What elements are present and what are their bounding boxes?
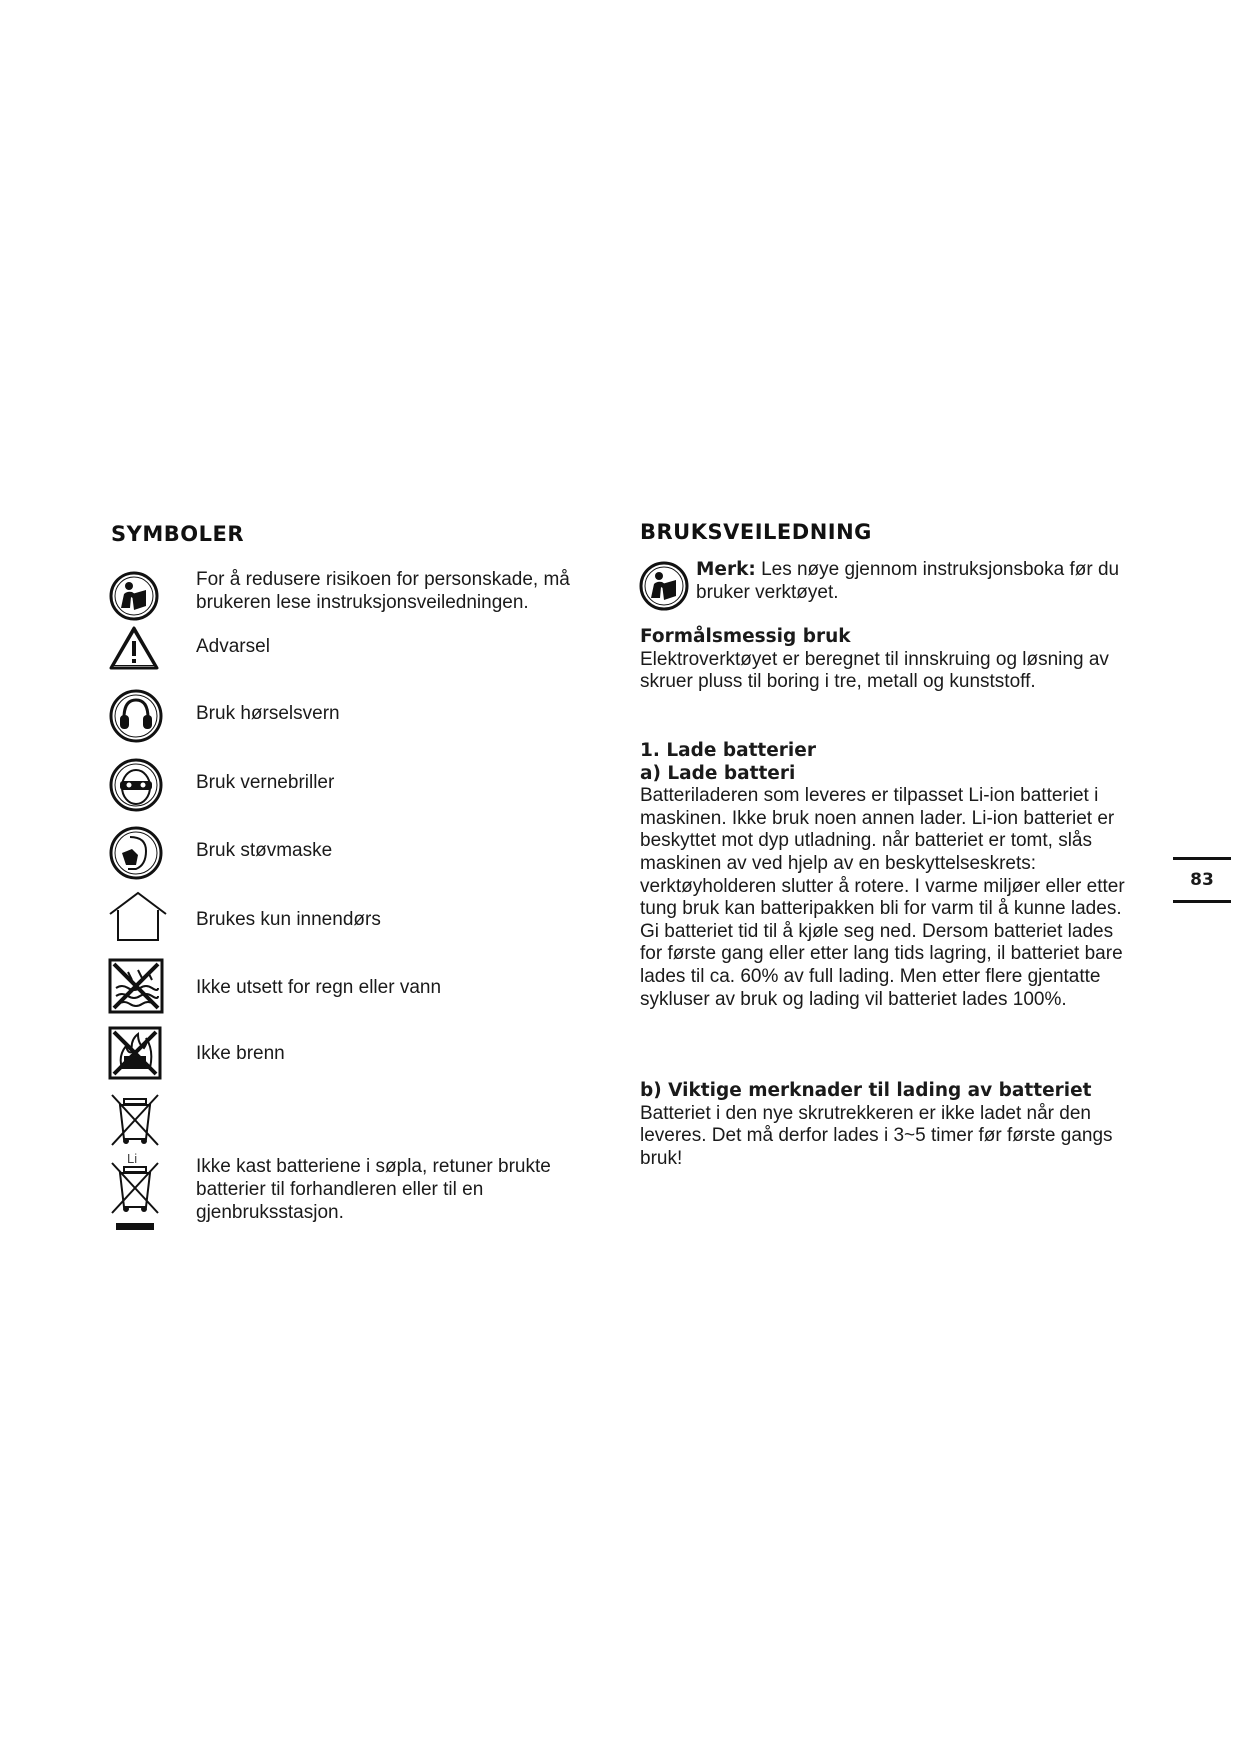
notes-heading: b) Viktige merknader til lading av batteriet bbox=[640, 1080, 1092, 1101]
note-block bbox=[696, 558, 1136, 604]
no-burn-icon bbox=[108, 1026, 166, 1084]
symbols-title: SYMBOLER bbox=[111, 522, 244, 546]
charge-sub-a: a) Lade batteri bbox=[640, 762, 796, 784]
read-manual-icon bbox=[108, 570, 166, 628]
symbol-text: Ikke brenn bbox=[196, 1043, 285, 1064]
page-number: 83 bbox=[1173, 857, 1231, 903]
dust-mask-icon bbox=[108, 825, 166, 883]
intended-use-text: Elektroverktøyet er beregnet til innskruing og løsning av skruer pluss til boring i tre, metall og kunststoff. bbox=[640, 648, 1109, 693]
charge-section bbox=[640, 740, 1140, 1011]
symbol-text: Ikke utsett for regn eller vann bbox=[196, 977, 442, 998]
intended-use-section bbox=[640, 626, 1140, 694]
note-label: Merk: bbox=[696, 559, 756, 580]
charge-heading: 1. Lade batterier bbox=[640, 740, 816, 761]
instructions-title: BRUKSVEILEDNING bbox=[640, 520, 872, 544]
intended-use-heading: Formålsmessig bruk bbox=[640, 626, 851, 647]
symbol-text: Bruk støvmaske bbox=[196, 840, 333, 861]
safety-goggles-icon bbox=[108, 757, 166, 815]
symbol-text: Ikke kast batteriene i søpla, retuner brukte batterier til forhandleren eller til en gjenbruksstasjon. bbox=[196, 1156, 551, 1223]
symbol-text: For å redusere risikoen for personskade, må brukeren lese instruksjonsveiledningen. bbox=[196, 569, 570, 613]
symbol-text: Bruk vernebriller bbox=[196, 772, 335, 793]
symbol-text: Advarsel bbox=[196, 636, 270, 657]
charge-text: Batteriladeren som leveres er tilpasset Li-ion batteriet i maskinen. Ikke bruk noen annen lader. Li-ion batteriet er beskyttet mot dyp utladning. når batteriet er tomt, slås maskinen av ved hjelp av en beskyttelseskrets: verktøyholderen slutter å rotere. I varme miljøer eller etter tung bruk kan batteripakken bli for varm til å kunne lades. Gi batteriet tid til å kjøle seg ned. Dersom batteriet lades for første gang eller etter lang tids lagring, il batteriet bare lades til ca. 60% av full lading. Men etter flere gjentatte sykluser av bruk og lading vil batteriet lades 100%. bbox=[640, 785, 1125, 1010]
warning-triangle-icon bbox=[108, 625, 166, 683]
read-manual-icon bbox=[638, 560, 696, 618]
no-rain-icon bbox=[108, 958, 166, 1016]
note-text: Les nøye gjennom instruksjonsboka før du bruker verktøyet. bbox=[696, 559, 1120, 603]
weee-li-label: Li bbox=[127, 1151, 138, 1166]
hearing-protection-icon bbox=[108, 688, 166, 746]
indoor-use-icon bbox=[108, 890, 166, 948]
notes-text: Batteriet i den nye skrutrekkeren er ikke ladet når den leveres. Det må derfor lades i 3~5 timer før første gangs bruk! bbox=[640, 1102, 1113, 1169]
symbol-text: Bruk hørselsvern bbox=[196, 703, 340, 724]
notes-section bbox=[640, 1080, 1140, 1170]
symbol-text: Brukes kun innendørs bbox=[196, 909, 381, 930]
